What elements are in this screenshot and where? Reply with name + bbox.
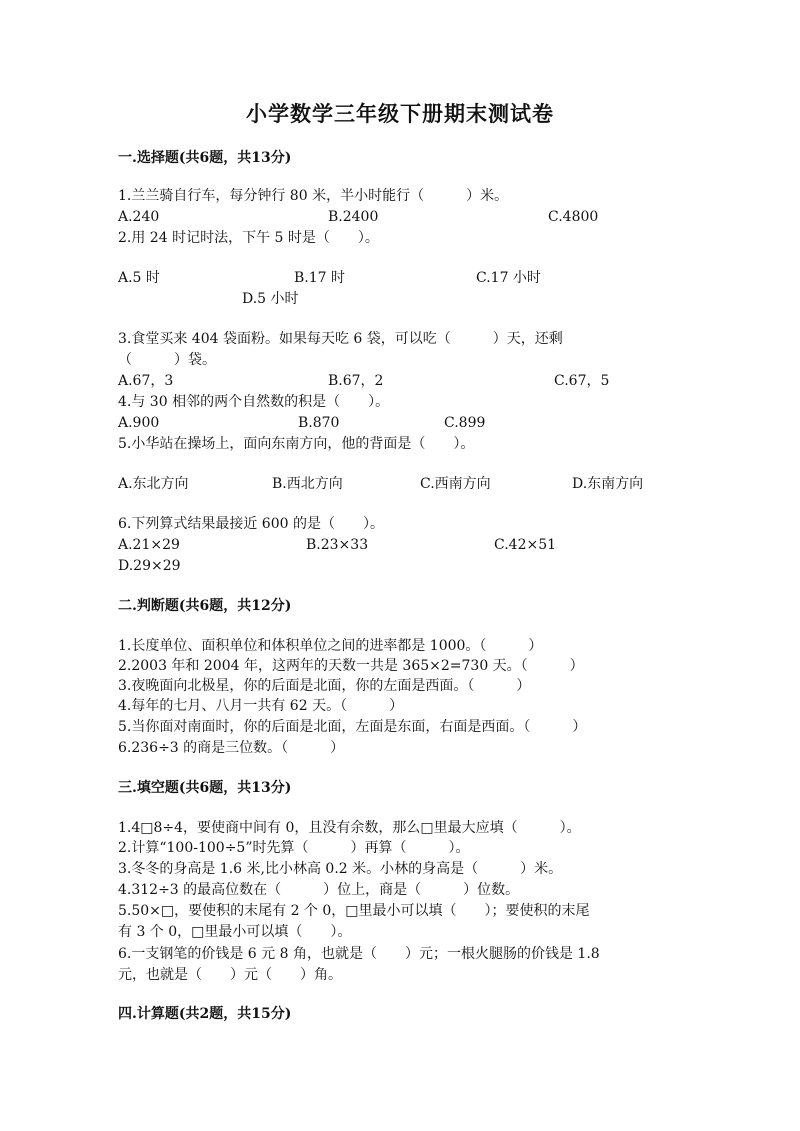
fill-item: 2.计算“100-100÷5”时先算（ ）再算（ ）。 [118,840,470,856]
option-b: B.23×33 [306,537,369,553]
judgement-item: 4.每年的七月、八月一共有 62 天。（ ） [118,698,404,714]
option-c: C.42×51 [494,537,557,553]
fill-item: 4.312÷3 的最高位数在（ ）位上，商是（ ）位数。 [118,882,520,898]
option-c: C.17 小时 [476,270,541,286]
option-c: C.899 [444,415,486,431]
option-b: B.西北方向 [272,476,343,492]
question-text: 6.下列算式结果最接近 600 的是（ ）。 [118,516,384,532]
option-b: B.17 时 [294,270,346,286]
option-a: A.67，3 [118,373,174,389]
question-text: 1.兰兰骑自行车，每分钟行 80 米，半小时能行（ ）米。 [118,188,509,204]
option-b: B.870 [298,415,340,431]
section-heading-choice: 一.选择题(共6题，共13分) [118,150,292,166]
fill-item: 3.冬冬的身高是 1.6 米,比小林高 0.2 米。小林的身高是（ ）米。 [118,861,563,877]
question-text: 2.用 24 时记时法，下午 5 时是（ ）。 [118,230,379,246]
option-d: D.29×29 [118,558,181,574]
section-heading-calc: 四.计算题(共2题，共15分) [118,1006,292,1022]
option-a: A.900 [118,415,160,431]
page-title: 小学数学三年级下册期末测试卷 [246,101,554,126]
question-text-cont: （ ）袋。 [118,352,216,368]
option-c: C.西南方向 [420,476,491,492]
section-heading-fill: 三.填空题(共6题，共13分) [118,780,292,796]
question-text: 5.小华站在操场上，面向东南方向，他的背面是（ ）。 [118,436,475,452]
option-a: A.21×29 [118,537,180,553]
judgement-item: 3.夜晚面向北极星，你的后面是北面，你的左面是西面。（ ） [118,678,531,694]
judgement-item: 1.长度单位、面积单位和体积单位之间的进率都是 1000。（ ） [118,638,543,654]
fill-item-cont: 元，也就是（ ）元（ ）角。 [118,967,342,983]
option-d: D.东南方向 [572,476,644,492]
option-a: A.240 [118,209,160,225]
option-b: B.2400 [328,209,379,225]
question-text: 4.与 30 相邻的两个自然数的积是（ ）。 [118,394,390,410]
option-a: A.5 时 [118,270,160,286]
fill-item-cont: 有 3 个 0，□里最小可以填（ ）。 [118,924,352,940]
judgement-item: 5.当你面对南面时，你的后面是北面，左面是东面，右面是西面。（ ） [118,719,587,735]
judgement-item: 2.2003 年和 2004 年，这两年的天数一共是 365×2=730 天。（ ） [118,658,584,674]
fill-item: 6.一支钢笔的价钱是 6 元 8 角，也就是（ ）元；一根火腿肠的价钱是 1.8 [118,946,600,962]
fill-item: 5.50×□，要使积的末尾有 2 个 0，□里最小可以填（ ）；要使积的末尾 [118,903,590,919]
fill-item: 1.4□8÷4，要使商中间有 0，且没有余数，那么□里最大应填（ ）。 [118,820,581,836]
judgement-item: 6.236÷3 的商是三位数。（ ） [118,740,345,756]
option-d: D.5 小时 [242,291,299,307]
option-b: B.67，2 [328,373,384,389]
option-a: A.东北方向 [118,476,189,492]
section-heading-judgement: 二.判断题(共6题，共12分) [118,598,292,614]
option-c: C.67，5 [554,373,610,389]
option-c: C.4800 [548,209,599,225]
question-text: 3.食堂买来 404 袋面粉。如果每天吃 6 袋，可以吃（ ）天，还剩 [118,331,563,347]
